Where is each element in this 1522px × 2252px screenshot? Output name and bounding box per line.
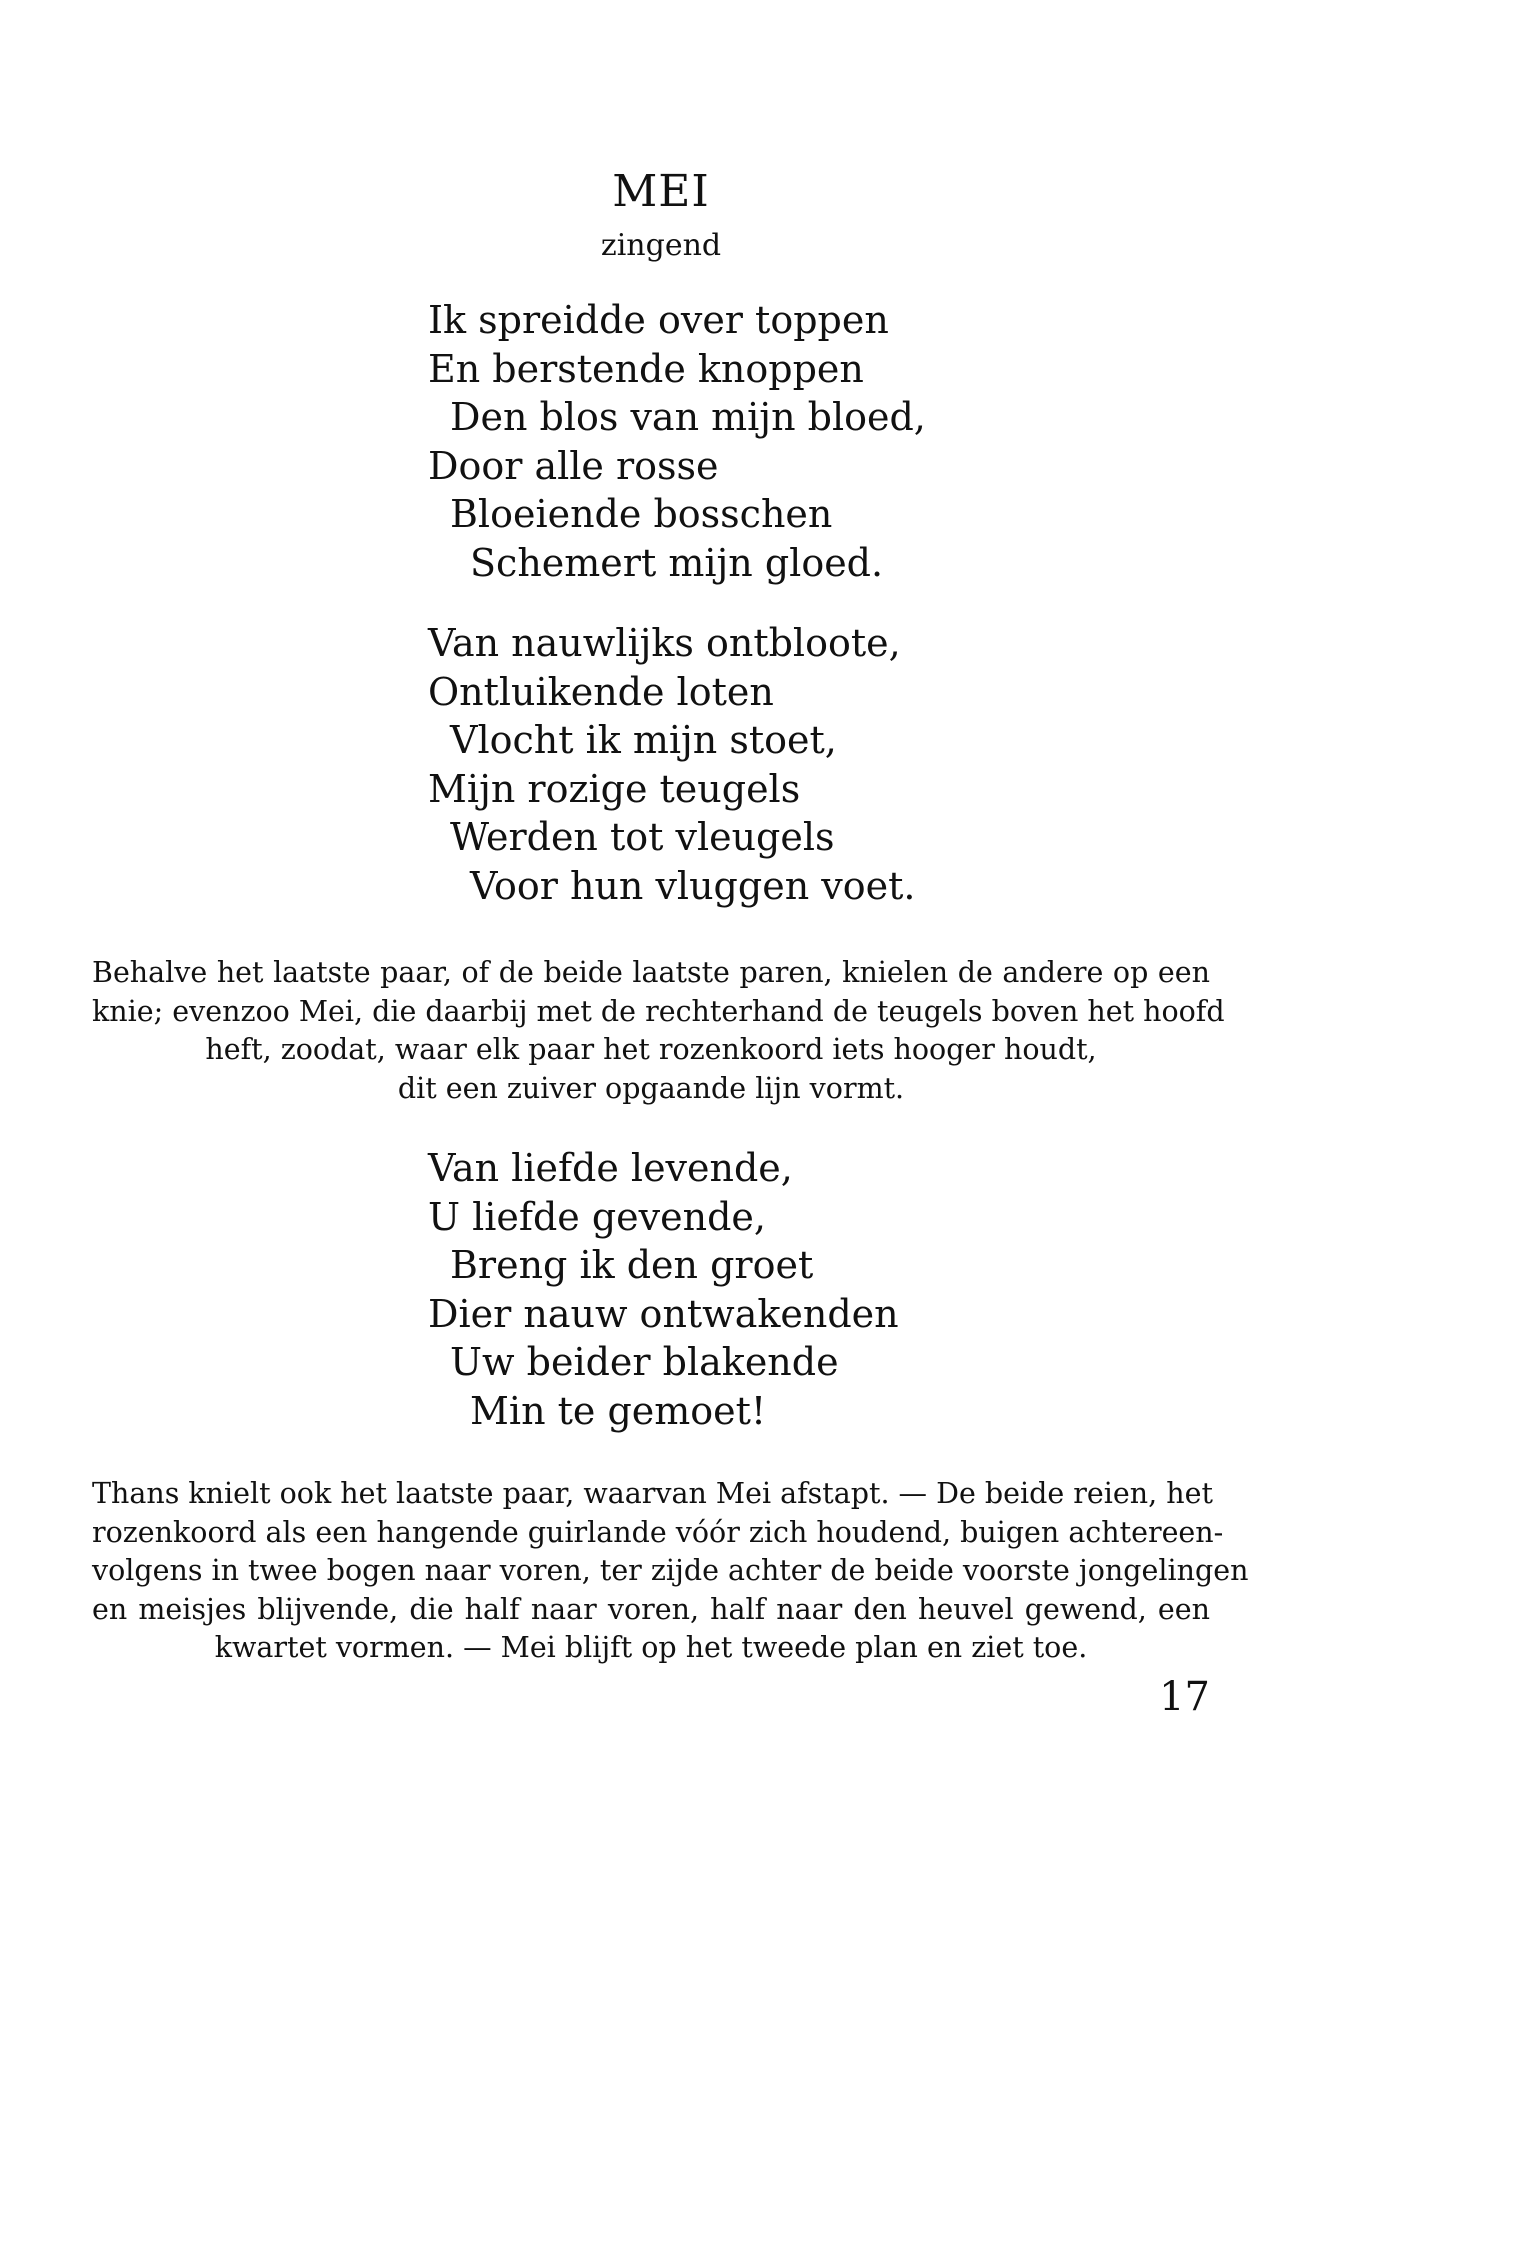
verse-line: Bloeiende bosschen bbox=[450, 492, 833, 536]
speaker-name: MEI bbox=[612, 166, 710, 217]
stage-direction-line: en meisjes blijvende, die half naar voren, half naar den heuvel gewend, een bbox=[92, 1592, 1210, 1626]
verse-line: Uw beider blakende bbox=[450, 1340, 839, 1384]
verse-line: Werden tot vleugels bbox=[450, 815, 835, 859]
stage-direction-line: heft, zoodat, waar elk paar het rozenkoord iets hooger houdt, bbox=[205, 1033, 1097, 1066]
verse-line: Schemert mijn gloed. bbox=[470, 540, 884, 585]
verse-line: Min te gemoet! bbox=[470, 1388, 767, 1433]
verse-line: Van nauwlijks ontbloote, bbox=[428, 621, 901, 665]
page-number: 17 bbox=[1159, 1674, 1210, 1720]
stanza-2 bbox=[428, 619, 1328, 910]
stanza-1 bbox=[428, 296, 1328, 587]
stage-direction-line: knie; evenzoo Mei, die daarbij met de rechterhand de teugels boven het hoofd bbox=[92, 994, 1225, 1028]
stage-direction-line: kwartet vormen. — Mei blijft op het tweede plan en ziet toe. bbox=[214, 1631, 1088, 1664]
verse-line: Mijn rozige teugels bbox=[428, 766, 801, 811]
verse-line: U liefde gevende, bbox=[428, 1194, 766, 1239]
stage-direction-line: Behalve het laatste paar, of de beide laatste paren, knielen de andere op een bbox=[92, 956, 1210, 989]
verse-line: Vlocht ik mijn stoet, bbox=[450, 718, 837, 762]
verse-line: Van liefde levende, bbox=[428, 1146, 793, 1190]
stage-direction-2 bbox=[92, 1475, 1249, 1668]
stage-direction-line: volgens in twee bogen naar voren, ter zijde achter de beide voorste jongelingen bbox=[92, 1554, 1249, 1587]
stage-direction-line: Thans knielt ook het laatste paar, waarvan Mei afstapt. — De beide reien, het bbox=[92, 1477, 1213, 1510]
verse-line: Voor hun vluggen voet. bbox=[470, 863, 916, 908]
stage-direction-1 bbox=[92, 954, 1225, 1108]
verse-line: Ontluikende loten bbox=[428, 669, 774, 714]
verse-line: Dier nauw ontwakenden bbox=[428, 1291, 899, 1336]
stage-direction-line: dit een zuiver opgaande lijn vormt. bbox=[397, 1071, 905, 1105]
verse-line: Ik spreidde over toppen bbox=[428, 298, 889, 342]
speaker-direction: zingend bbox=[600, 228, 722, 263]
verse-line: Breng ik den groet bbox=[450, 1243, 814, 1287]
verse-line: En berstende knoppen bbox=[428, 346, 864, 391]
stanza-3 bbox=[428, 1144, 1328, 1435]
verse-line: Door alle rosse bbox=[428, 443, 719, 488]
verse-line: Den blos van mijn bloed, bbox=[450, 395, 926, 439]
stage-direction-line: rozenkoord als een hangende guirlande vóór zich houdend, buigen achtereen- bbox=[92, 1515, 1224, 1549]
